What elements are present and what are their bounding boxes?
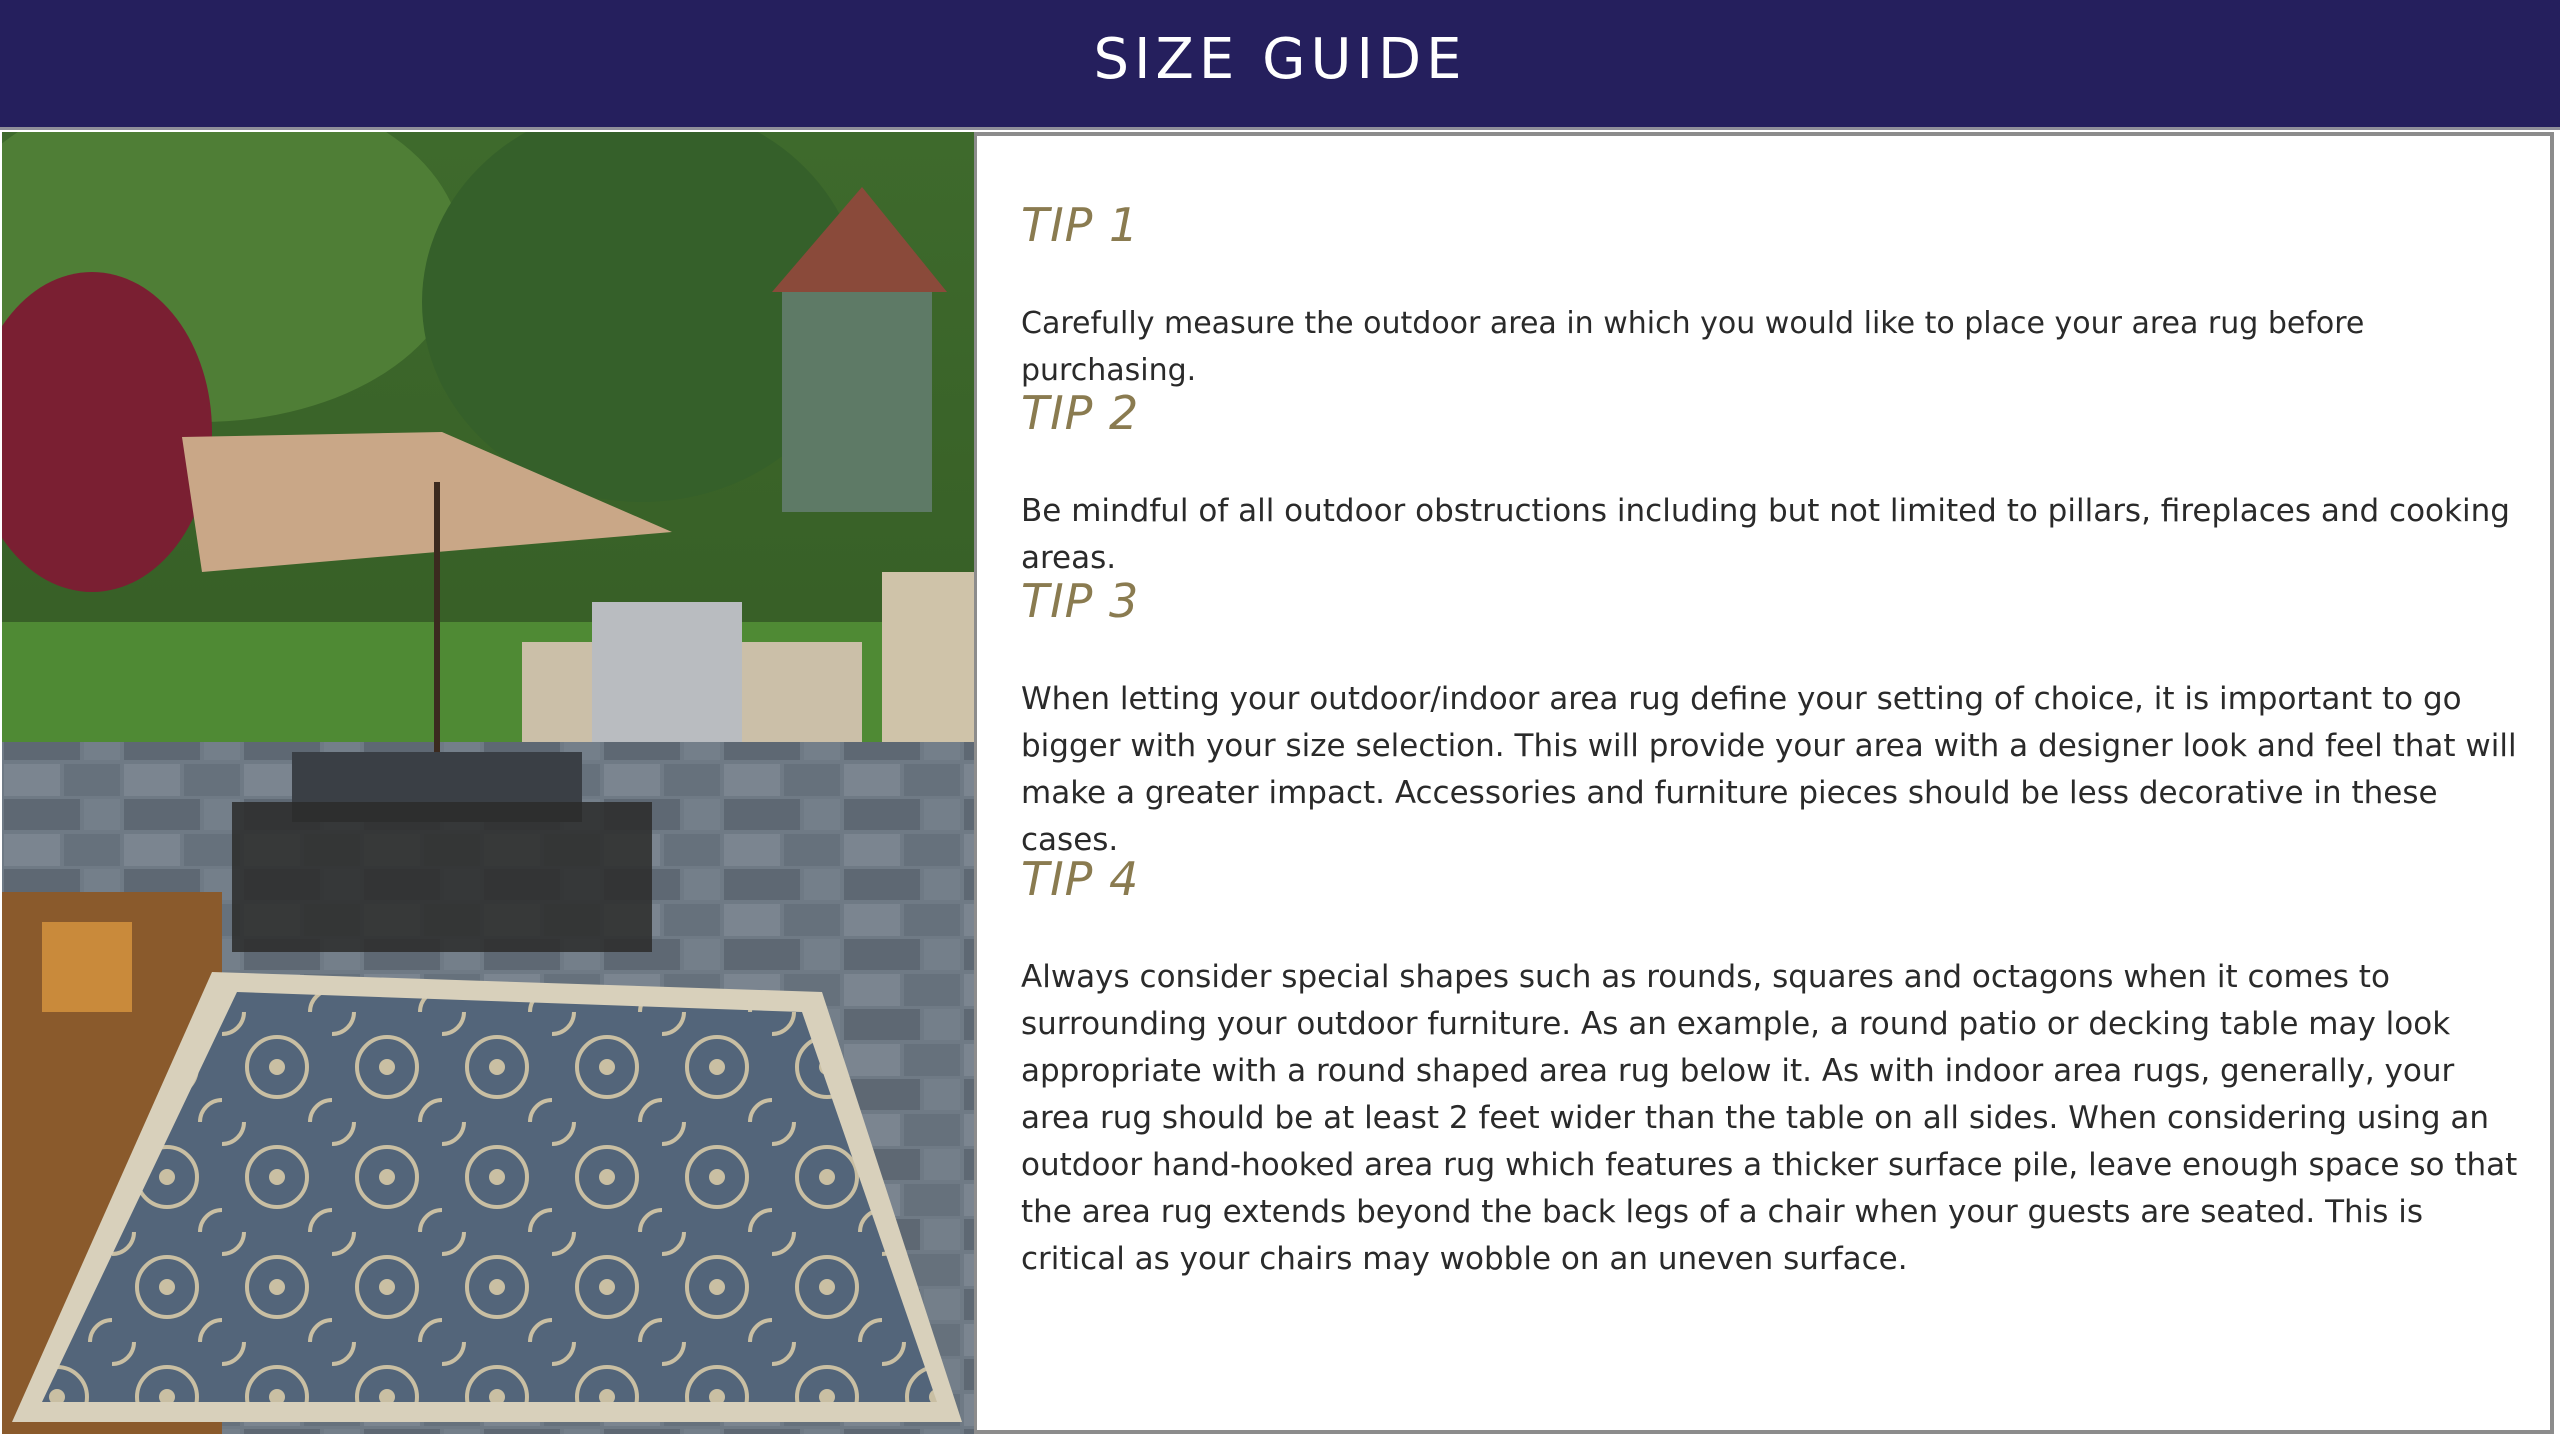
- header-banner: [0, 0, 2560, 130]
- page-title: SIZE GUIDE: [1093, 27, 1467, 92]
- patio-rug-photo: [2, 132, 974, 1434]
- tip-2: [1021, 386, 2531, 582]
- tip-1-title: TIP 1: [1021, 198, 1140, 252]
- tip-2-title: TIP 2: [1021, 386, 1140, 440]
- tip-3-title: TIP 3: [1021, 574, 1140, 628]
- tip-1: [1021, 198, 2531, 394]
- tip-4: [1021, 852, 2531, 1283]
- tip-3-text: When letting your outdoor/indoor area rug define your setting of choice, it is important to go bigger with your size selection. This will provide your area with a designer look and feel that will make a greater impact. Accessories and furniture pieces should be less decorative in these cases.: [1021, 681, 2517, 858]
- tip-4-text: Always consider special shapes such as rounds, squares and octagons when it comes to surrounding your outdoor furniture. As an example, a round patio or decking table may look appropriate with a round shaped area rug below it. As with indoor area rugs, generally, your area rug should be at least 2 feet wider than the table on all sides. When considering using an outdoor hand-hooked area rug which features a thicker surface pile, leave enough space so that the area rug extends beyond the back legs of a chair when your guests are seated. This is critical as your chairs may wobble on an uneven surface.: [1021, 959, 2518, 1277]
- tip-1-text: Carefully measure the outdoor area in which you would like to place your area rug before purchasing.: [1021, 306, 2365, 388]
- tip-2-text: Be mindful of all outdoor obstructions including but not limited to pillars, fireplaces and cooking areas.: [1021, 493, 2510, 576]
- tips-panel: [974, 132, 2554, 1434]
- tip-4-title: TIP 4: [1021, 852, 1140, 906]
- tip-3: [1021, 574, 2531, 864]
